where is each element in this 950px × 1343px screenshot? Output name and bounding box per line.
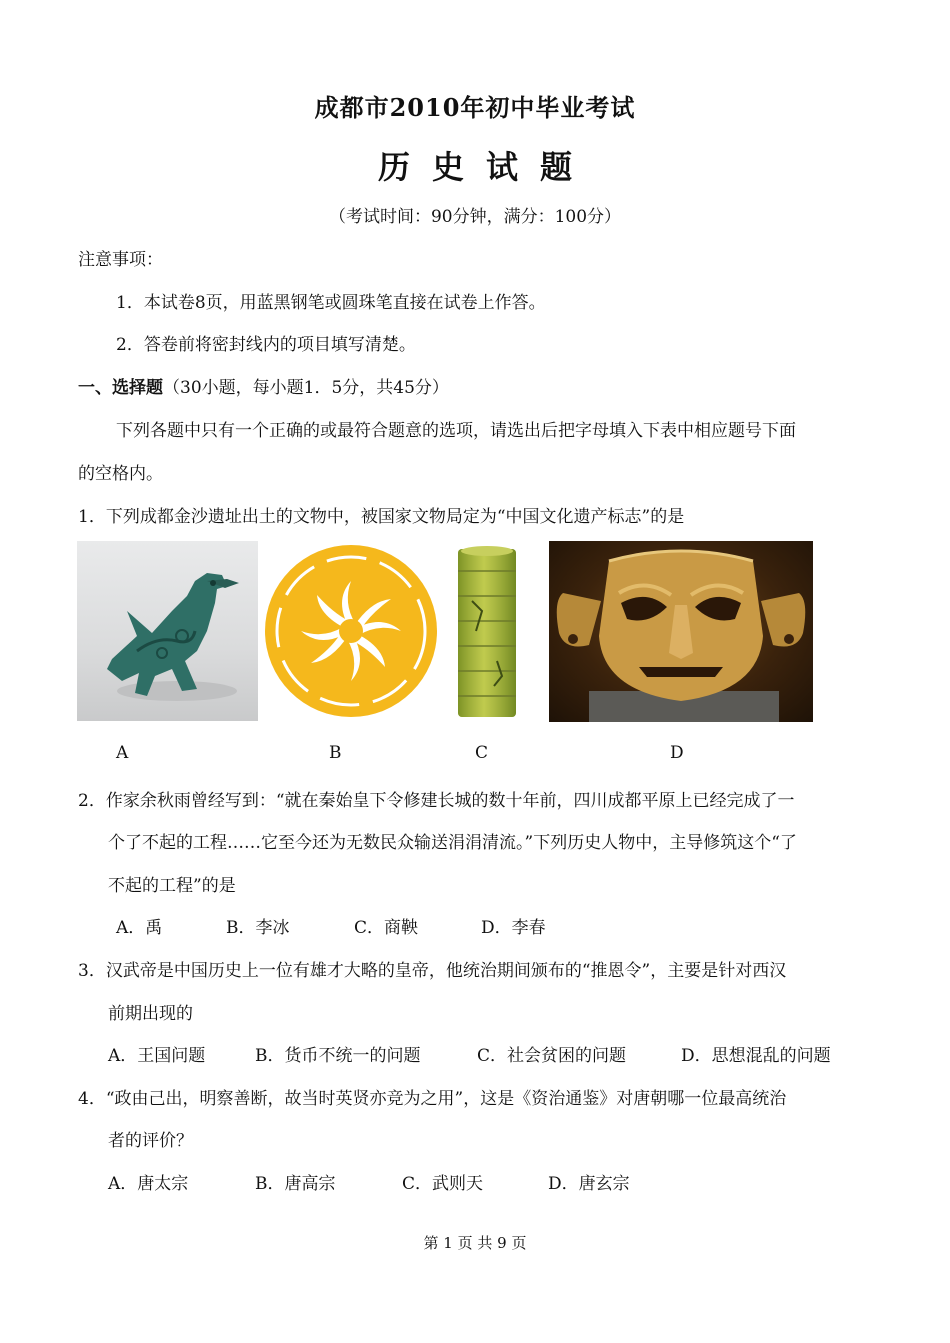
question-text-line-1: 作家余秋雨曾经写到：“就在秦始皇下令修建长城的数十年前，四川成都平原上已经完成了一 (105, 791, 795, 811)
section-title: 一、选择题 (78, 378, 163, 398)
option-b-image (263, 541, 439, 721)
note-item-2: 2．答卷前将密封线内的项目填写清楚。 (116, 335, 416, 355)
q3-option-d: D．思想混乱的问题 (681, 1046, 831, 1066)
image-label-d: D (670, 743, 684, 763)
question-number: 2． (78, 791, 106, 811)
q2-option-c: C．商鞅 (354, 918, 419, 938)
jade-cong-icon (442, 541, 532, 722)
exam-title: 成都市2010年初中毕业考试 (314, 93, 636, 122)
image-label-a: A (116, 743, 129, 763)
instruction-line-1: 下列各题中只有一个正确的或最符合题意的选项，请选出后把字母填入下表中相应题号下面 (116, 421, 796, 441)
question-2-line-3: 不起的工程”的是 (108, 876, 236, 896)
exam-info: （考试时间：90分钟，满分：100分） (328, 207, 622, 227)
question-2-line-2: 个了不起的工程……它至今还为无数民众输送涓涓清流。”下列历史人物中，主导修筑这个“了 (108, 833, 797, 853)
image-label-b: B (329, 743, 342, 763)
question-text-line-1: “政由己出，明察善断，故当时英贤亦竞为之用”，这是《资治通鉴》对唐朝哪一位最高统治 (105, 1089, 787, 1109)
image-label-c: C (475, 743, 489, 763)
instruction-line-2: 的空格内。 (78, 464, 163, 484)
question-number: 3． (78, 961, 106, 981)
question-4-line-2: 者的评价？ (108, 1131, 193, 1151)
q2-option-a: A．禹 (116, 918, 163, 938)
bronze-bird-icon (77, 541, 258, 721)
question-number: 4． (78, 1089, 106, 1109)
notes-heading: 注意事项： (78, 250, 163, 270)
question-2 (78, 786, 795, 811)
option-a-image (77, 541, 258, 721)
q2-option-b: B．李冰 (226, 918, 290, 938)
sun-bird-disc-icon (263, 541, 439, 721)
option-d-image (549, 541, 813, 722)
section-detail: （30小题，每小题1．5分，共45分） (163, 378, 449, 398)
question-text-line-1: 汉武帝是中国历史上一位有雄才大略的皇帝，他统治期间颁布的“推恩令”，主要是针对西汉 (105, 961, 787, 981)
question-1 (78, 502, 684, 527)
q3-option-c: C．社会贫困的问题 (477, 1046, 627, 1066)
question-4 (78, 1084, 786, 1109)
note-item-1: 1．本试卷8页，用蓝黑钢笔或圆珠笔直接在试卷上作答。 (116, 293, 546, 313)
q4-option-c: C．武则天 (402, 1174, 484, 1194)
question-3 (78, 956, 786, 981)
question-text: 下列成都金沙遗址出土的文物中，被国家文物局定为“中国文化遗产标志”的是 (105, 507, 685, 527)
q3-option-b: B．货币不统一的问题 (255, 1046, 421, 1066)
q4-option-b: B．唐高宗 (255, 1174, 336, 1194)
page-footer: 第 1 页 共 9 页 (423, 1234, 527, 1252)
q4-option-a: A．唐太宗 (108, 1174, 189, 1194)
gold-mask-icon (549, 541, 813, 722)
option-c-image (442, 541, 532, 722)
q3-option-a: A．王国问题 (108, 1046, 206, 1066)
question-number: 1． (78, 507, 106, 527)
section-heading (78, 373, 449, 398)
q4-option-d: D．唐玄宗 (548, 1174, 630, 1194)
subject-title: 历史试题 (377, 148, 594, 186)
q2-option-d: D．李春 (481, 918, 546, 938)
question-3-line-2: 前期出现的 (108, 1004, 193, 1024)
